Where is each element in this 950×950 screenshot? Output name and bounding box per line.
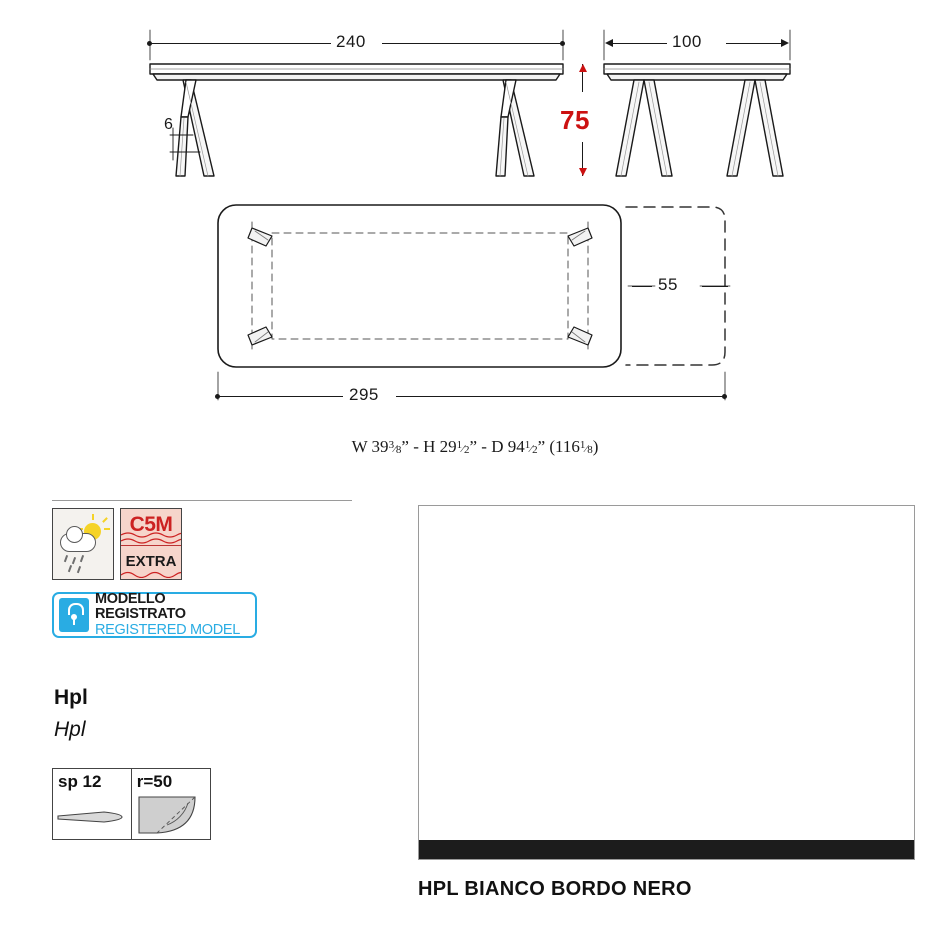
radius-diagram-icon (133, 791, 211, 837)
caption-w: W 39 (351, 437, 389, 456)
swatch-black-edge (419, 840, 914, 859)
material-spec-icons (52, 768, 211, 840)
weather-sun-cloud-rain-icon (52, 508, 114, 580)
corrosion-class-label: C5M (129, 513, 173, 536)
dimension-55-label: 55 (658, 275, 678, 294)
caption-p-den: 8 (587, 444, 593, 456)
thickness-spec-label: sp 12 (58, 772, 102, 791)
caption-h-num: 1 (456, 439, 463, 451)
caption-inch-1: ” (401, 437, 409, 456)
corner-radius-spec-icon (131, 768, 211, 840)
dimension-240-label: 240 (336, 32, 366, 51)
corner-radius-spec-label: r=50 (136, 772, 173, 791)
finish-caption: HPL BIANCO BORDO NERO (418, 878, 692, 900)
waves-icon-bottom (121, 568, 181, 578)
corrosion-extra-label: EXTRA (125, 553, 177, 570)
corrosion-class-icon (120, 508, 182, 580)
badge-label-en: REGISTERED MODEL (95, 621, 241, 638)
caption-inch-2: ” (469, 437, 478, 456)
edge-profile-icon (54, 802, 132, 832)
caption-h: - H 29 (413, 437, 457, 456)
panel-divider (52, 500, 352, 501)
dimension-100-label: 100 (672, 32, 702, 51)
caption-inch-3: ” (537, 437, 546, 456)
caption-w-den: 8 (395, 444, 402, 456)
registered-model-badge (52, 592, 257, 638)
caption-paren-open: (116 (549, 437, 580, 456)
caption-h-den: 2 (464, 444, 470, 456)
caption-d-num: 1 (524, 439, 531, 451)
waves-icon (121, 531, 182, 545)
caption-d-den: 2 (532, 444, 538, 456)
material-name: Hpl (54, 686, 88, 709)
caption-paren-close: ) (592, 437, 599, 456)
imperial-dimensions-caption: W $39^3⁄_8$” - H $29^1⁄_2$” - D $94^1⁄_2$” $(116^1⁄_8)$ (351, 437, 599, 456)
dimension-295-label: 295 (349, 385, 379, 404)
caption-w-num: 3 (388, 439, 395, 451)
thickness-spec-icon (52, 768, 132, 840)
caption-d: - D 94 (481, 437, 525, 456)
finish-swatch (418, 505, 915, 860)
caption-p-num: 1 (579, 439, 586, 451)
dimension-75-label: 75 (560, 105, 590, 135)
material-name-italic: Hpl (54, 718, 86, 741)
badge-label-it: MODELLO REGISTRATO (95, 591, 186, 623)
lock-icon (59, 598, 89, 632)
dimension-6-label: 6 (164, 116, 174, 133)
certification-icons (52, 508, 182, 580)
finish-swatch-image (418, 505, 915, 860)
